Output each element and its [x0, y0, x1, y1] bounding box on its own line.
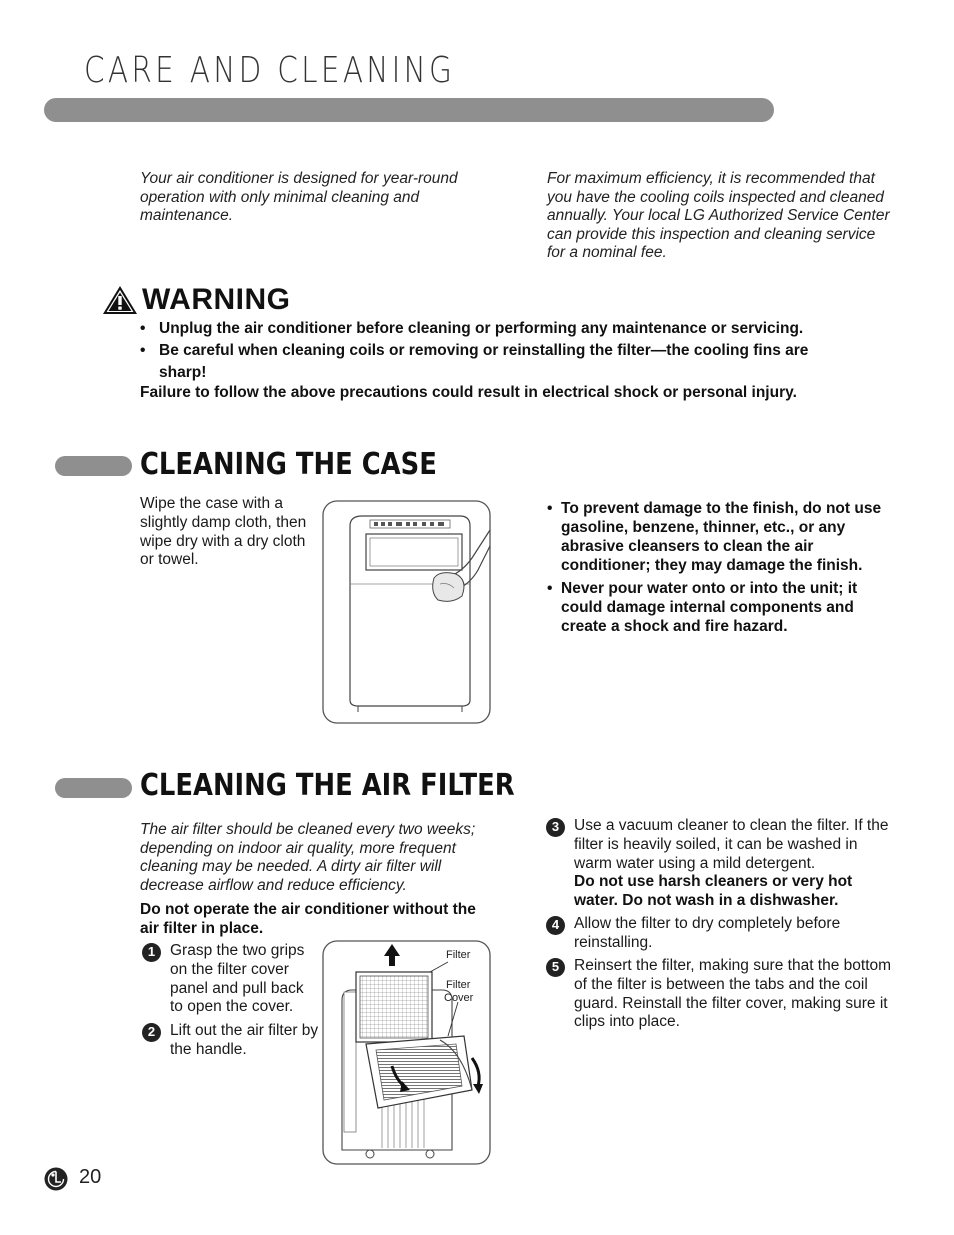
step-number-badge: 5: [546, 958, 565, 977]
filter-removal-illustration: [322, 940, 491, 1165]
case-wiping-illustration: [322, 500, 491, 724]
step-bold-warning: Do not use harsh cleaners or very hot water. Do not wash in a dishwasher.: [574, 873, 853, 910]
step-number-badge: 4: [546, 916, 565, 935]
warning-bullet-text: Be careful when cleaning coils or removing or reinstalling the filter—the cooling fins are sharp!: [159, 342, 809, 381]
title-divider-bar: [44, 98, 774, 122]
filter-warning-text: Do not operate the air conditioner without the air filter in place.: [140, 901, 476, 937]
list-item: [547, 499, 899, 575]
step-number-badge: 1: [142, 943, 161, 962]
step-number-badge: 2: [142, 1023, 161, 1042]
figure-label-filter: Filter: [446, 949, 471, 961]
step-text: Lift out the air filter by the handle.: [170, 1022, 319, 1058]
warning-label: WARNING: [142, 283, 291, 316]
bullet-marker: •: [140, 342, 146, 359]
figure-label-filter-cover: Filter: [446, 979, 471, 991]
warning-heading: [102, 283, 291, 317]
step-1: [142, 942, 320, 1017]
step-2: [142, 1022, 320, 1060]
filter-intro-text: The air filter should be cleaned every two weeks; depending on indoor air quality, more frequent cleaning may be needed. A dirty air filter will decrease airflow and reduce efficiency.: [140, 821, 476, 894]
section-heading-filter: CLEANING THE AIR FILTER: [140, 768, 515, 803]
warning-bullet: [140, 340, 890, 383]
warning-bullet: [140, 318, 890, 340]
warning-triangle-icon: [102, 285, 138, 315]
case-bullet-text: To prevent damage to the finish, do not use gasoline, benzene, thinner, etc., or any abrasive cleansers to clean the air conditioner; they may damage the finish.: [561, 500, 882, 574]
bullet-marker: •: [547, 580, 553, 597]
warning-bullet-text: Unplug the air conditioner before cleaning or performing any maintenance or servicing.: [159, 320, 804, 337]
intro-left-text: Your air conditioner is designed for year-round operation with only minimal cleaning and maintenance.: [140, 170, 458, 225]
section-marker-pill: [55, 778, 132, 798]
figure-label-filter-cover: Cover: [444, 992, 474, 1004]
step-text: Use a vacuum cleaner to clean the filter. If the filter is heavily soiled, it can be washed in warm water using a mild detergent.: [574, 817, 889, 872]
intro-right-text: For maximum efficiency, it is recommended that you have the cooling coils inspected and cleaned annually. Your local LG Authorized Service Center can provide this inspection and cleaning service for a nominal fee.: [547, 170, 890, 262]
section-heading-case: CLEANING THE CASE: [140, 447, 437, 482]
case-bullet-text: Never pour water onto or into the unit; it could damage internal components and create a shock and fire hazard.: [561, 580, 858, 635]
step-number-badge: 3: [546, 818, 565, 837]
bullet-marker: •: [140, 320, 146, 337]
page-number: 20: [79, 1166, 102, 1188]
list-item: [547, 579, 899, 636]
lg-logo-icon: [44, 1167, 68, 1191]
step-text: Allow the filter to dry completely before reinstalling.: [574, 915, 841, 951]
section-marker-pill: [55, 456, 132, 476]
bullet-marker: •: [547, 500, 553, 517]
case-instructions-text: Wipe the case with a slightly damp cloth, then wipe dry with a dry cloth or towel.: [140, 495, 307, 569]
step-text: Reinsert the filter, making sure that the bottom of the filter is between the tabs and the coil guard. Reinstall the filter cover, making sure it clips into place.: [574, 957, 892, 1031]
page-title: CARE AND CLEANING: [84, 50, 456, 91]
step-5: [546, 957, 896, 1032]
step-3: [546, 817, 896, 911]
step-text: Grasp the two grips on the filter cover panel and pull back to open the cover.: [170, 942, 305, 1016]
case-warning-list: [547, 499, 899, 640]
warning-footer-text: Failure to follow the above precautions could result in electrical shock or personal injury.: [140, 384, 797, 401]
step-4: [546, 915, 896, 953]
